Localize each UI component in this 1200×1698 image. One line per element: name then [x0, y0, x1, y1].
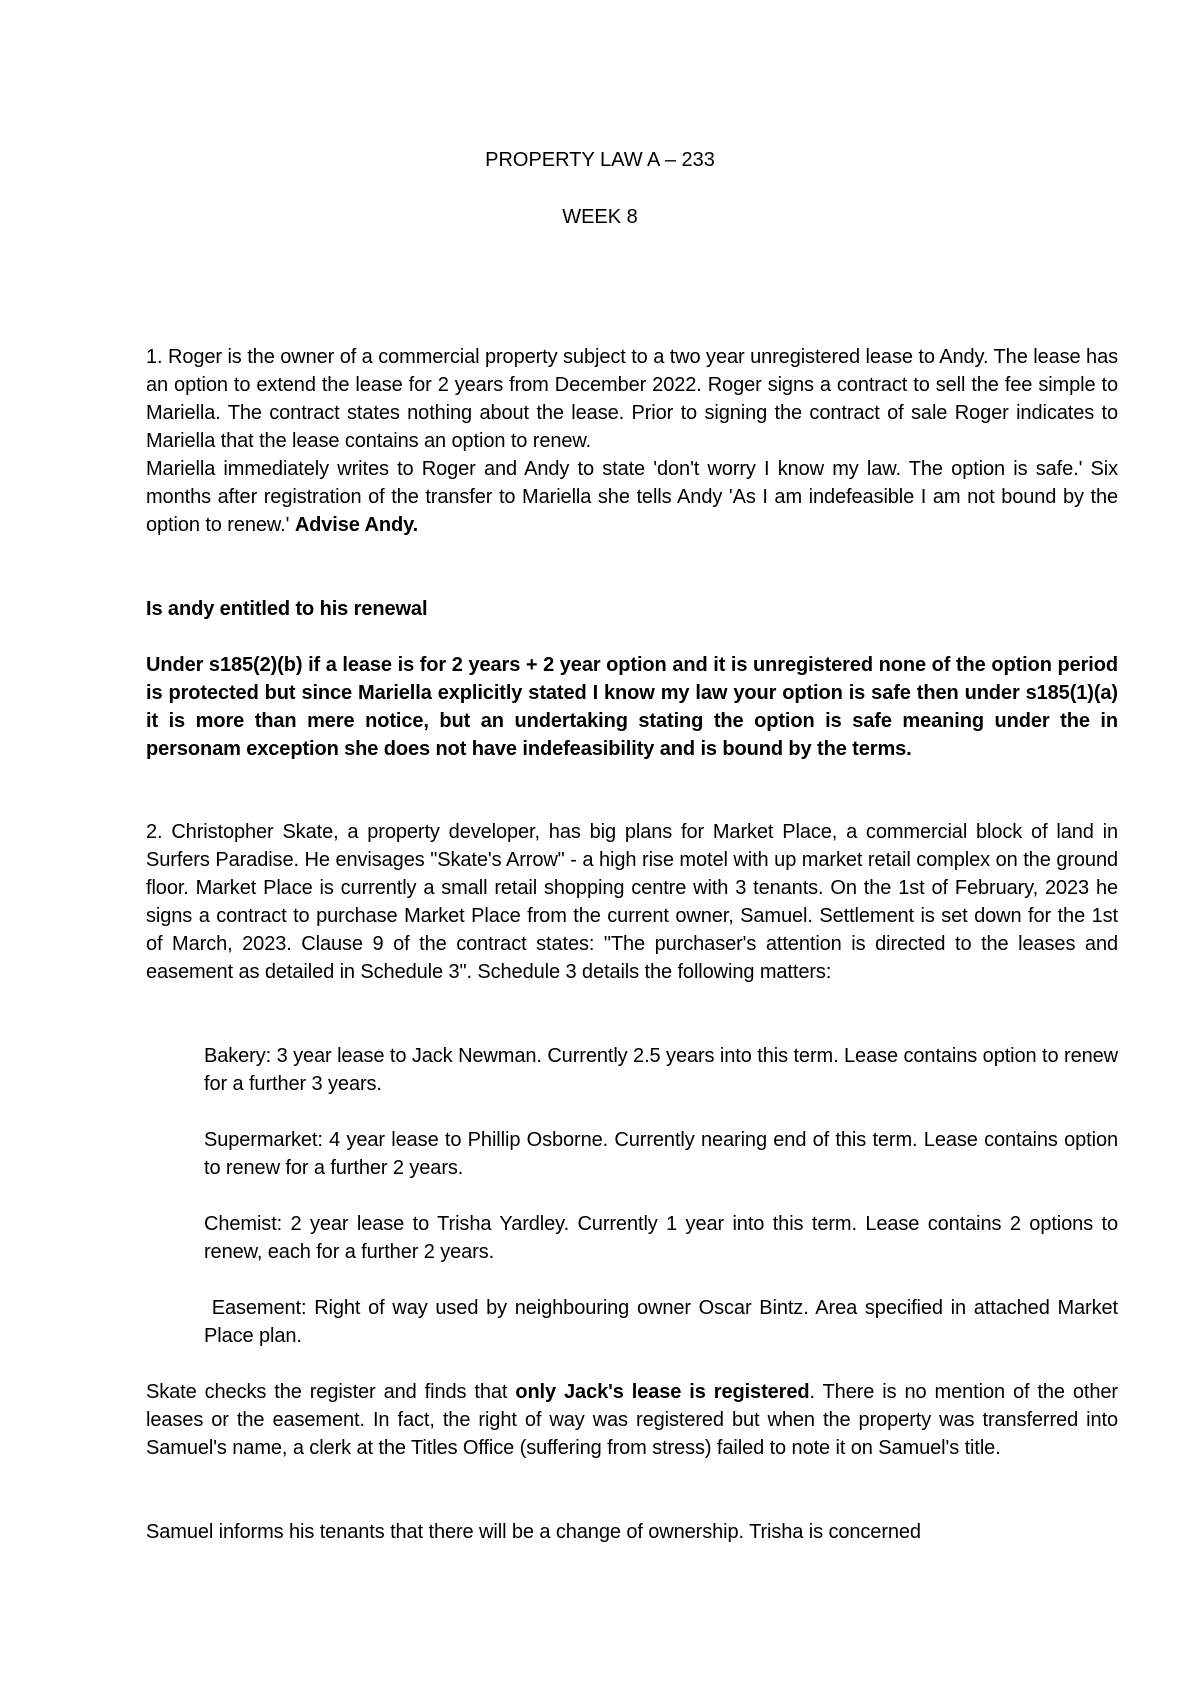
- ownership-change-paragraph: Samuel informs his tenants that there will be a change of ownership. Trisha is concerned: [146, 1521, 921, 1543]
- schedule-item-chemist: Chemist: 2 year lease to Trisha Yardley. Currently 1 year into this term. Lease contains 2 options to renew, each for a further 2 years.: [204, 1213, 1118, 1263]
- register-check-paragraph: Skate checks the register and finds that only Jack's lease is registered. There is no mention of the other leases or the easement. In fact, the right of way was registered but when the property was transferred into Samuel's name, a clerk at the Titles Office (suffering from stress) failed to note it on Samuel's title.: [146, 1381, 1118, 1459]
- document-week: WEEK 8: [562, 206, 638, 228]
- question-2-intro: 2. Christopher Skate, a property developer, has big plans for Market Place, a commercial block of land in Surfers Paradise. He envisages "Skate's Arrow" - a high rise motel with up market retail complex on the ground floor. Market Place is currently a small retail shopping centre with 3 tenants. On the 1st of February, 2023 he signs a contract to purchase Market Place from the current owner, Samuel. Settlement is set down for the 1st of March, 2023. Clause 9 of the contract states: "The purchaser's attention is directed to the leases and easement as detailed in Schedule 3". Schedule 3 details the following matters:: [146, 821, 1118, 983]
- question-1-facts-continued: Mariella immediately writes to Roger and Andy to state 'don't worry I know my law. The option is safe.' Six months after registration of the transfer to Mariella she tells Andy 'As I am indefeasible I am not bound by the option to renew.' Advise Andy.: [146, 458, 1118, 536]
- answer-text: Under s185(2)(b) if a lease is for 2 years + 2 year option and it is unregistered none of the option period is protected but since Mariella explicitly stated I know my law your option is safe then under s185(1)(a) it is more than mere notice, but an undertaking stating the option is safe meaning under the in personam exception she does not have indefeasibility and is bound by the terms.: [146, 654, 1118, 760]
- answer-heading: Is andy entitled to his renewal: [146, 598, 428, 620]
- schedule-item-supermarket: Supermarket: 4 year lease to Phillip Osborne. Currently nearing end of this term. Lease contains option to renew for a further 2 years.: [204, 1129, 1118, 1179]
- advise-instruction: Advise Andy.: [294, 514, 419, 536]
- document-title: PROPERTY LAW A – 233: [485, 149, 715, 171]
- question-1: [146, 343, 1118, 539]
- schedule-item-easement: Easement: Right of way used by neighbouring owner Oscar Bintz. Area specified in attached Market Place plan.: [204, 1297, 1124, 1347]
- registered-lease-emphasis: only Jack's lease is registered: [515, 1381, 810, 1403]
- schedule-item-bakery: Bakery: 3 year lease to Jack Newman. Currently 2.5 years into this term. Lease contains option to renew for a further 3 years.: [204, 1045, 1118, 1095]
- question-1-facts: 1. Roger is the owner of a commercial property subject to a two year unregistered lease to Andy. The lease has an option to extend the lease for 2 years from December 2022. Roger signs a contract to sell the fee simple to Mariella. The contract states nothing about the lease. Prior to signing the contract of sale Roger indicates to Mariella that the lease contains an option to renew.: [146, 346, 1118, 452]
